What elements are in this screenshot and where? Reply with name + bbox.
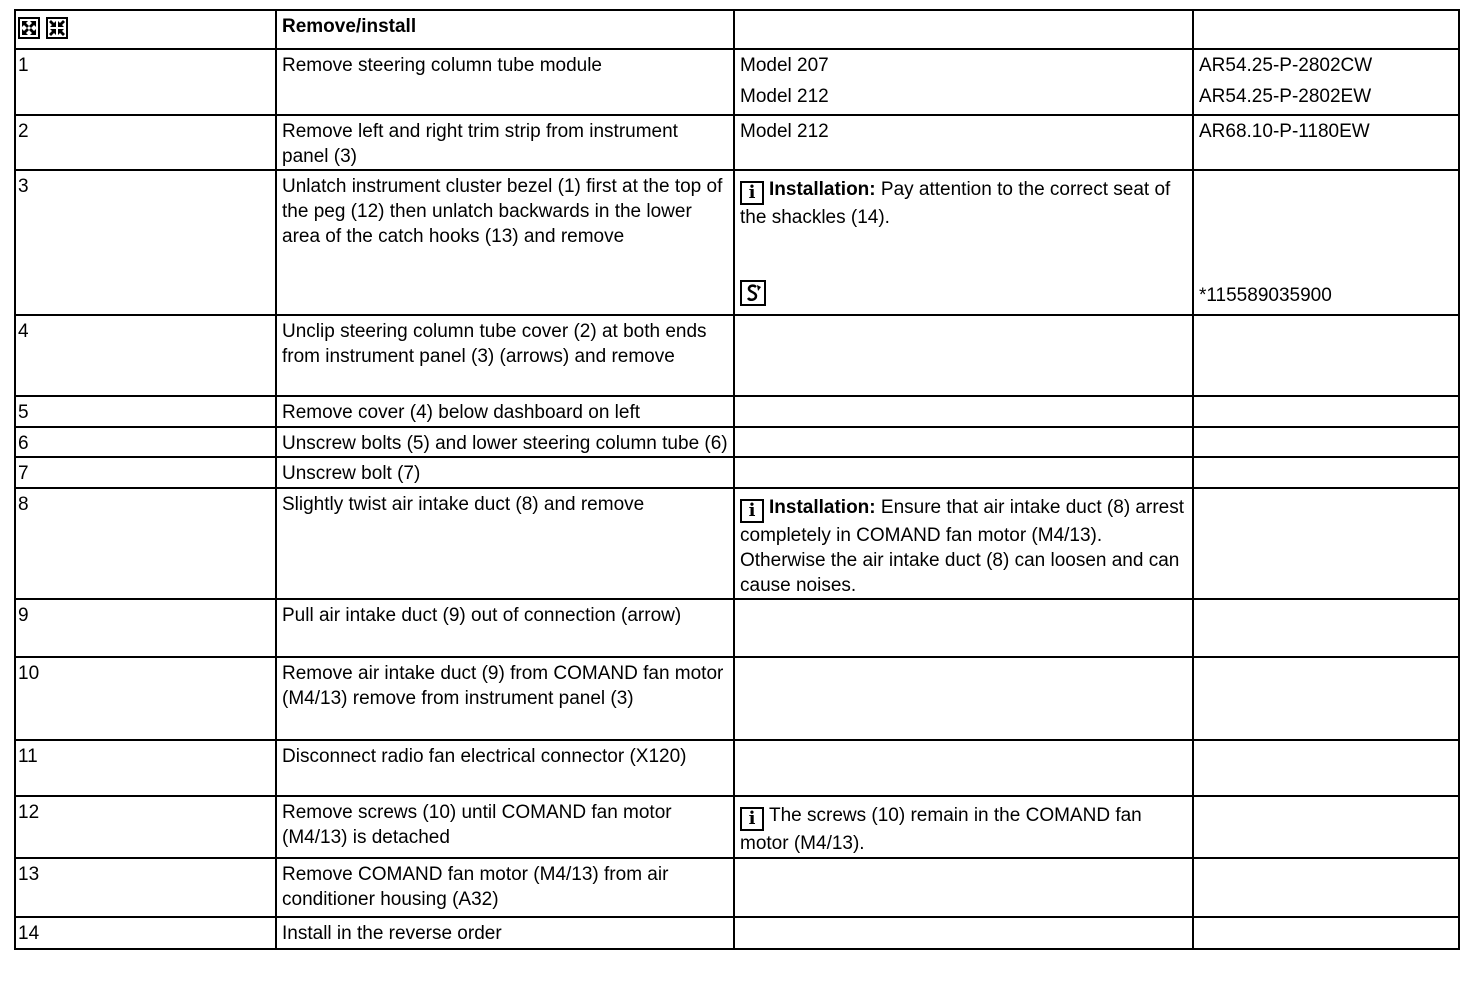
step-number: 13	[15, 858, 276, 917]
remove-install-table	[14, 9, 1460, 950]
expand-all-icon[interactable]	[18, 17, 40, 39]
info-icon: i	[740, 807, 764, 831]
table-header-row	[15, 10, 1459, 49]
step-action: Slightly twist air intake duct (8) and remove	[276, 488, 734, 599]
step-number: 2	[15, 115, 276, 170]
installation-note: i Installation: Pay attention to the correct seat of the shackles (14).	[740, 179, 1171, 228]
step-action: Remove cover (4) below dashboard on left	[276, 396, 734, 427]
step-number: 6	[15, 427, 276, 457]
step-number: 9	[15, 599, 276, 657]
step-action: Disconnect radio fan electrical connector (X120)	[276, 740, 734, 796]
step-action: Install in the reverse order	[276, 917, 734, 949]
step-action: Remove left and right trim strip from instrument panel (3)	[276, 115, 734, 170]
table-row	[15, 396, 1459, 427]
model-label: Model 207	[740, 55, 829, 76]
step-number: 14	[15, 917, 276, 949]
step-number: 8	[15, 488, 276, 599]
table-row	[15, 488, 1459, 599]
table-row	[15, 858, 1459, 917]
step-number: 1	[15, 49, 276, 115]
step-number: 12	[15, 796, 276, 858]
header-title: Remove/install	[276, 10, 734, 49]
step-action: Unclip steering column tube cover (2) at both ends from instrument panel (3) (arrows) and remove	[276, 315, 734, 396]
table-row	[15, 599, 1459, 657]
table-row	[15, 796, 1459, 858]
step-number: 7	[15, 457, 276, 488]
step-action: Unlatch instrument cluster bezel (1) first at the top of the peg (12) then unlatch backwards in the lower area of the catch hooks (13) and remove	[276, 170, 734, 315]
tool-part-number: *115589035900	[1193, 170, 1459, 315]
info-icon: i	[740, 499, 764, 523]
step-number: 11	[15, 740, 276, 796]
step-action: Unscrew bolt (7)	[276, 457, 734, 488]
step-action: Remove steering column tube module	[276, 49, 734, 115]
step-number: 3	[15, 170, 276, 315]
special-tool-icon[interactable]	[740, 280, 766, 306]
document-link[interactable]: AR68.10-P-1180EW	[1193, 115, 1459, 170]
model-label: Model 212	[740, 86, 829, 107]
note: i The screws (10) remain in the COMAND fan motor (M4/13).	[740, 805, 1142, 854]
step-action: Remove screws (10) until COMAND fan motor (M4/13) is detached	[276, 796, 734, 858]
step-number: 4	[15, 315, 276, 396]
document-link[interactable]: AR54.25-P-2802CW	[1199, 55, 1373, 76]
step-number: 10	[15, 657, 276, 740]
table-row	[15, 917, 1459, 949]
table-row	[15, 49, 1459, 115]
table-row	[15, 427, 1459, 457]
table-row	[15, 170, 1459, 315]
step-number: 5	[15, 396, 276, 427]
table-row	[15, 315, 1459, 396]
model-label: Model 212	[734, 115, 1193, 170]
installation-note: i Installation: Ensure that air intake duct (8) arrest completely in COMAND fan motor (M4/13). Otherwise the air intake duct (8) can loosen and can cause noises.	[740, 497, 1184, 596]
table-row	[15, 115, 1459, 170]
table-row	[15, 740, 1459, 796]
step-action: Unscrew bolts (5) and lower steering column tube (6)	[276, 427, 734, 457]
table-row	[15, 457, 1459, 488]
table-row	[15, 657, 1459, 740]
info-icon: i	[740, 181, 764, 205]
step-action: Remove air intake duct (9) from COMAND fan motor (M4/13) remove from instrument panel (3)	[276, 657, 734, 740]
document-link[interactable]: AR54.25-P-2802EW	[1199, 86, 1372, 107]
step-action: Remove COMAND fan motor (M4/13) from air conditioner housing (A32)	[276, 858, 734, 917]
collapse-all-icon[interactable]	[46, 17, 68, 39]
step-action: Pull air intake duct (9) out of connection (arrow)	[276, 599, 734, 657]
